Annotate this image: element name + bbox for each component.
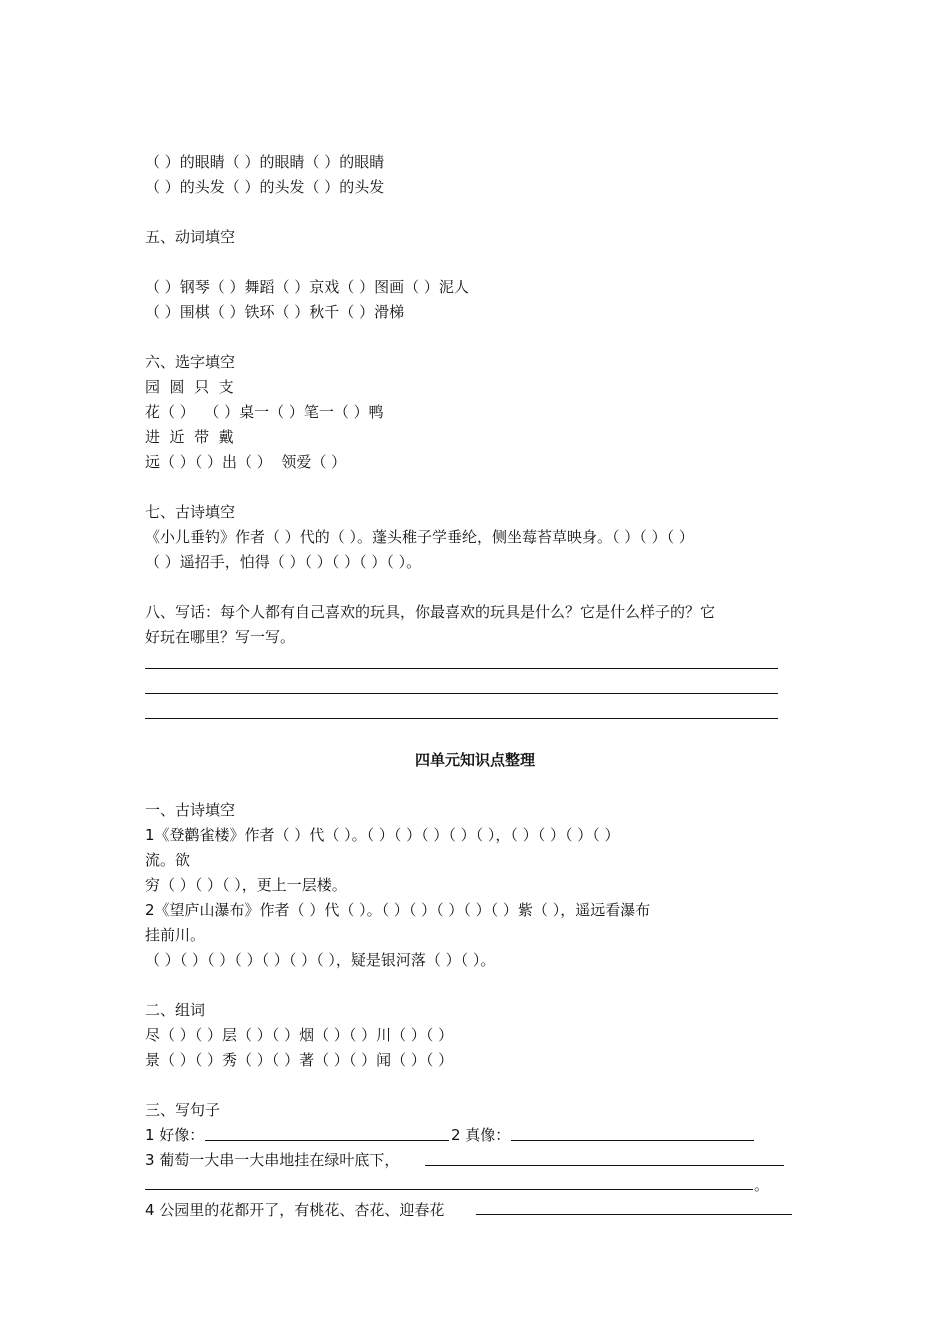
sentence-prompt: 4 公园里的花都开了，有桃花、杏花、迎春花 xyxy=(145,1201,445,1219)
poem-fill-line: 2《望庐山瀑布》作者（ ）代（ ）。（ ）（ ）（ ）（ ）（ ）紫（ ），遥远看瀑布 xyxy=(145,901,651,919)
writing-prompt: 好玩在哪里？写一写。 xyxy=(145,628,296,646)
section-heading: 三、写句子 xyxy=(145,1101,221,1119)
poem-fill-line: （ ）（ ）（ ）（ ）（ ）（ ）（ ），疑是银河落（ ）（ ）。 xyxy=(145,951,496,969)
section-heading: 七、古诗填空 xyxy=(145,503,236,521)
poem-fill-line: 穷（ ）（ ）（ ），更上一层楼。 xyxy=(145,876,347,894)
answer-line xyxy=(476,1214,792,1215)
character-choice-line: 进 近 带 戴 xyxy=(145,428,234,446)
answer-line xyxy=(511,1140,754,1141)
answer-line xyxy=(145,693,778,694)
adjective-fill-line: （ ）的眼睛（ ）的眼睛（ ）的眼睛 xyxy=(145,153,385,171)
section-heading: 二、组词 xyxy=(145,1001,206,1019)
poem-fill-line: 《小儿垂钓》作者（ ）代的（ ）。蓬头稚子学垂纶，侧坐莓苔草映身。（ ）（ ）（ ） xyxy=(145,528,694,546)
section-heading: 六、选字填空 xyxy=(145,353,236,371)
writing-prompt: 八、写话：每个人都有自己喜欢的玩具，你最喜欢的玩具是什么？它是什么样子的？它 xyxy=(145,603,716,621)
adjective-fill-line: （ ）的头发（ ）的头发（ ）的头发 xyxy=(145,178,385,196)
word-group-line: 尽（ ）（ ）层（ ）（ ）烟（ ）（ ）川（ ）（ ） xyxy=(145,1026,454,1044)
character-fill-line: 远（ ）（ ）出（ ） 领爱（ ） xyxy=(145,453,347,471)
poem-fill-line: （ ）遥招手，怕得（ ）（ ）（ ）（ ）（ ）。 xyxy=(145,553,422,571)
poem-fill-line: 流。欲 xyxy=(145,851,191,869)
section-heading: 一、古诗填空 xyxy=(145,801,236,819)
sentence-label: 2 真像： xyxy=(451,1126,511,1144)
section-heading: 五、动词填空 xyxy=(145,228,236,246)
word-group-line: 景（ ）（ ）秀（ ）（ ）著（ ）（ ）闻（ ）（ ） xyxy=(145,1051,454,1069)
verb-fill-line: （ ）围棋（ ）铁环（ ）秋千（ ）滑梯 xyxy=(145,303,405,321)
character-fill-line: 花（ ） （ ）桌一（ ）笔一（ ）鸭 xyxy=(145,403,384,421)
answer-line xyxy=(145,668,778,669)
answer-line xyxy=(145,718,778,719)
answer-line xyxy=(425,1165,784,1166)
sentence-label: 1 好像： xyxy=(145,1126,205,1144)
unit-title: 四单元知识点整理 xyxy=(414,751,535,769)
character-choice-line: 园 圆 只 支 xyxy=(145,378,234,396)
sentence-prompt: 3 葡萄一大串一大串地挂在绿叶底下， xyxy=(145,1151,400,1169)
poem-fill-line: 挂前川。 xyxy=(145,926,206,944)
poem-fill-line: 1《登鹳雀楼》作者（ ）代（ ）。（ ）（ ）（ ）（ ）（ ），（ ）（ ）（ ）（ ） xyxy=(145,826,620,844)
answer-line xyxy=(205,1140,449,1141)
answer-line xyxy=(145,1189,753,1190)
verb-fill-line: （ ）钢琴（ ）舞蹈（ ）京戏（ ）图画（ ）泥人 xyxy=(145,278,469,296)
sentence-end-mark: 。 xyxy=(754,1176,770,1194)
